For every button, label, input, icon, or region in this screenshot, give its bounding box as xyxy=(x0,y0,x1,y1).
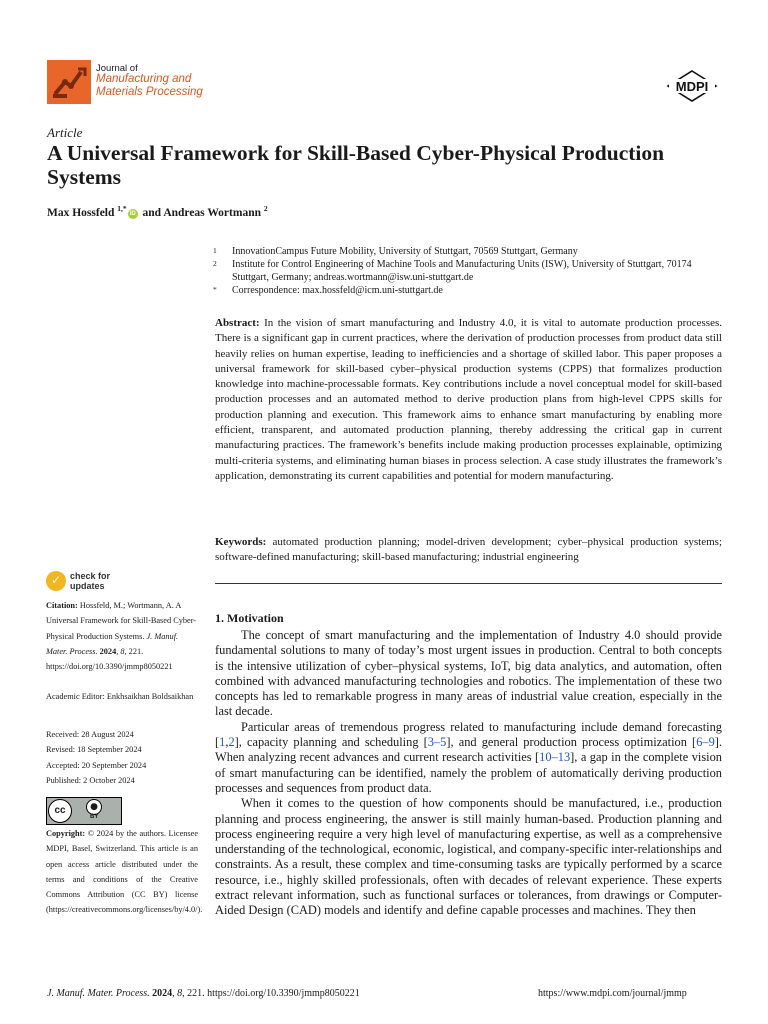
affiliation-item xyxy=(213,245,723,258)
affiliation-item xyxy=(213,258,723,284)
keywords-label: Keywords: xyxy=(215,536,267,548)
affiliation-text: InnovationCampus Future Mobility, University of Stuttgart, 70569 Stuttgart, Germany xyxy=(232,246,578,257)
footer-volume: 8 xyxy=(177,988,183,999)
date-published: Published: 2 October 2024 xyxy=(46,775,135,785)
publication-dates xyxy=(46,727,198,788)
text-run: ], capacity planning and scheduling [ xyxy=(234,735,428,750)
affiliation-mark: 2 xyxy=(213,259,217,268)
section-heading: 1. Motivation xyxy=(215,611,284,625)
keywords xyxy=(215,535,722,566)
academic-editor: Academic Editor: Enkhsaikhan Boldsaikhan xyxy=(46,692,194,701)
text-run: , xyxy=(225,735,229,750)
citation-journal: J. Manuf. Mater. Process. xyxy=(46,631,179,656)
date-received: Received: 28 August 2024 xyxy=(46,730,134,739)
attribution-person-icon: ● xyxy=(86,799,102,815)
author-list xyxy=(47,204,268,219)
journal-name-line1: Manufacturing and xyxy=(96,73,192,85)
paragraph: When it comes to the question of how components should be manufactured, i.e., production planning and process engineering, the answer is still mainly human-based. Production planning and process engineering require a very high level of manufacturing expertise, as well as a comprehensive understanding of the technological, economic, logistical, and company-specific inter-relationships and constraints. As a result, these complex and time-consuming tasks are typically performed by a scarce resource, i.e., highly skilled professionals, often with decades of relevant experience. These experts extract relevant information, such as functional surfaces or tolerances, from drawings or Computer-Aided Design (CAD) models and identify and define capable processes and machines. They then xyxy=(215,796,722,918)
date-accepted: Accepted: 20 September 2024 xyxy=(46,760,147,770)
abstract xyxy=(215,316,722,484)
mdpi-logo xyxy=(666,70,718,102)
author-name[interactable]: Max Hossfeld xyxy=(47,206,115,219)
citation-link[interactable]: 10–13 xyxy=(539,750,571,765)
article-type: Article xyxy=(47,125,83,140)
journal-name xyxy=(96,73,203,99)
affiliation-text: Institute for Control Engineering of Machine Tools and Manufacturing Units (ISW), University of Stuttgart, 70174 Stuttgart, Germany; andreas.wortmann@isw.uni-stuttgart.de xyxy=(232,259,692,283)
cc-icon: cc xyxy=(48,799,72,823)
affiliation-mark: 1 xyxy=(213,246,217,255)
check-updates-line2: updates xyxy=(70,580,105,591)
journal-prefix: Journal of xyxy=(96,63,138,74)
paragraph: The concept of smart manufacturing and the implementation of Industry 4.0 should provide fundamental solutions to many of today’s most urgent issues in production. Central to both concepts is the intensive utilization of cyber–physical systems, IoT, big data analytics, and automation, often combined with advanced manufacturing technologies and robotics. The implementation of these two concepts has led to remarkable progress in many areas of industrial value creation, especially in the last decade. xyxy=(215,628,722,719)
citation-link[interactable]: 1 xyxy=(219,735,226,750)
paper-title: A Universal Framework for Skill-Based Cyber-Physical Production Systems xyxy=(47,141,665,189)
footer-year: 2024 xyxy=(152,988,173,999)
citation-block: Citation: Hossfeld, M.; Wortmann, A. A Universal Framework for Skill-Based Cyber-Physical Production Systems. J. Manuf. Mater. Process. 2024, 8, 221. https://doi.org/10.3390/jmmp8050221 xyxy=(46,601,197,672)
keywords-text: automated production planning; model-driven development; cyber–physical production systems; software-defined manufacturing; skill-based manufacturing; industrial engineering xyxy=(215,536,722,564)
citation-label: Citation: xyxy=(46,601,78,610)
copyright-notice xyxy=(46,826,203,918)
check-for-updates-button[interactable] xyxy=(70,572,110,591)
citation-volume: 8 xyxy=(120,646,125,656)
text-run: ]. When analyzing recent advances and current research activities [ xyxy=(215,735,723,765)
date-revised: Revised: 18 September 2024 xyxy=(46,745,142,755)
author-affiliation-mark: 1,* xyxy=(117,204,127,213)
footer-doi-link[interactable]: , 221. https://doi.org/10.3390/jmmp8050221 xyxy=(182,988,360,999)
copyright-label: Copyright: xyxy=(46,829,86,838)
cc-by-label: BY xyxy=(90,814,99,820)
citation-link[interactable]: 3–5 xyxy=(427,735,447,750)
affiliation-mark: * xyxy=(213,285,217,294)
citation-link[interactable]: 2 xyxy=(228,735,235,750)
author-name[interactable]: Andreas Wortmann xyxy=(163,206,261,219)
affiliation-text: Correspondence: max.hossfeld@icm.uni-stuttgart.de xyxy=(232,285,443,296)
section-body xyxy=(215,628,722,919)
text-run: Particular areas of tremendous progress related to manufacturing include demand forecasting [ xyxy=(215,719,722,750)
mdpi-logo-text: MDPI xyxy=(675,79,709,94)
journal-name-line2: Materials Processing xyxy=(96,86,203,98)
text-run: ], and general production process optimization [ xyxy=(446,735,697,750)
section-divider xyxy=(215,583,722,584)
affiliation-list xyxy=(213,245,723,297)
copyright-text: © 2024 by the authors. Licensee MDPI, Basel, Switzerland. This article is an open access article distributed under the terms and conditions of the Creative Commons Attribution (CC BY) license (https://creativecommons.org/licenses/by/4.0/). xyxy=(46,829,203,915)
citation-link[interactable]: 6–9 xyxy=(696,735,715,750)
footer-journal: J. Manuf. Mater. Process. xyxy=(47,988,150,999)
affiliation-item xyxy=(213,284,723,297)
citation-text: Hossfeld, M.; Wortmann, A. A Universal Framework for Skill-Based Cyber-Physical Production Systems. xyxy=(46,601,197,641)
orcid-icon[interactable]: iD xyxy=(129,210,136,217)
author-connector: and xyxy=(142,206,162,219)
author-affiliation-mark: 2 xyxy=(263,204,268,213)
checkmark-icon: ✓ xyxy=(51,573,62,587)
text-run: ], a gap in the complete vision of smart manufacturing can be identified, namely the problem of automatically deriving production processes and sequences from product data. xyxy=(215,750,722,795)
abstract-label: Abstract: xyxy=(215,317,260,329)
paragraph xyxy=(215,720,722,796)
footer-journal-url[interactable]: https://www.mdpi.com/journal/jmmp xyxy=(538,988,687,999)
abstract-text: In the vision of smart manufacturing and Industry 4.0, it is vital to automate production processes. There is a significant gap in current practices, where the derivation of production processes from product data still heavily relies on human expertise, leading to inefficiencies and a shortage of skilled labor. This paper proposes a universal framework for skill-based cyber–physical production systems (CPPS) that formalizes production knowledge into machine-processable formats. Key contributions include a novel conceptual model for skill-based production processes and an automated method to derive production plans from high-level CPPS skills for production planning and execution. This framework aims to enhance smart manufacturing by enabling more efficient, transparent, and automated production planning, thereby addressing the critical gap in current manufacturing practices. The framework’s benefits include making production processes explainable, optimizing multi-criteria systems, and eliminating human biases in process selection. A case study illustrates the framework’s application, demonstrating its current capabilities and potential for modern manufacturing. xyxy=(215,317,723,482)
journal-logo-icon xyxy=(47,60,91,104)
citation-year: 2024 xyxy=(99,646,117,656)
check-updates-line1: check for xyxy=(70,571,111,581)
footer-citation: J. Manuf. Mater. Process. 2024, 8, 221. https://doi.org/10.3390/jmmp8050221 xyxy=(47,988,360,999)
citation-doi[interactable]: , 221. https://doi.org/10.3390/jmmp8050221 xyxy=(46,646,173,672)
